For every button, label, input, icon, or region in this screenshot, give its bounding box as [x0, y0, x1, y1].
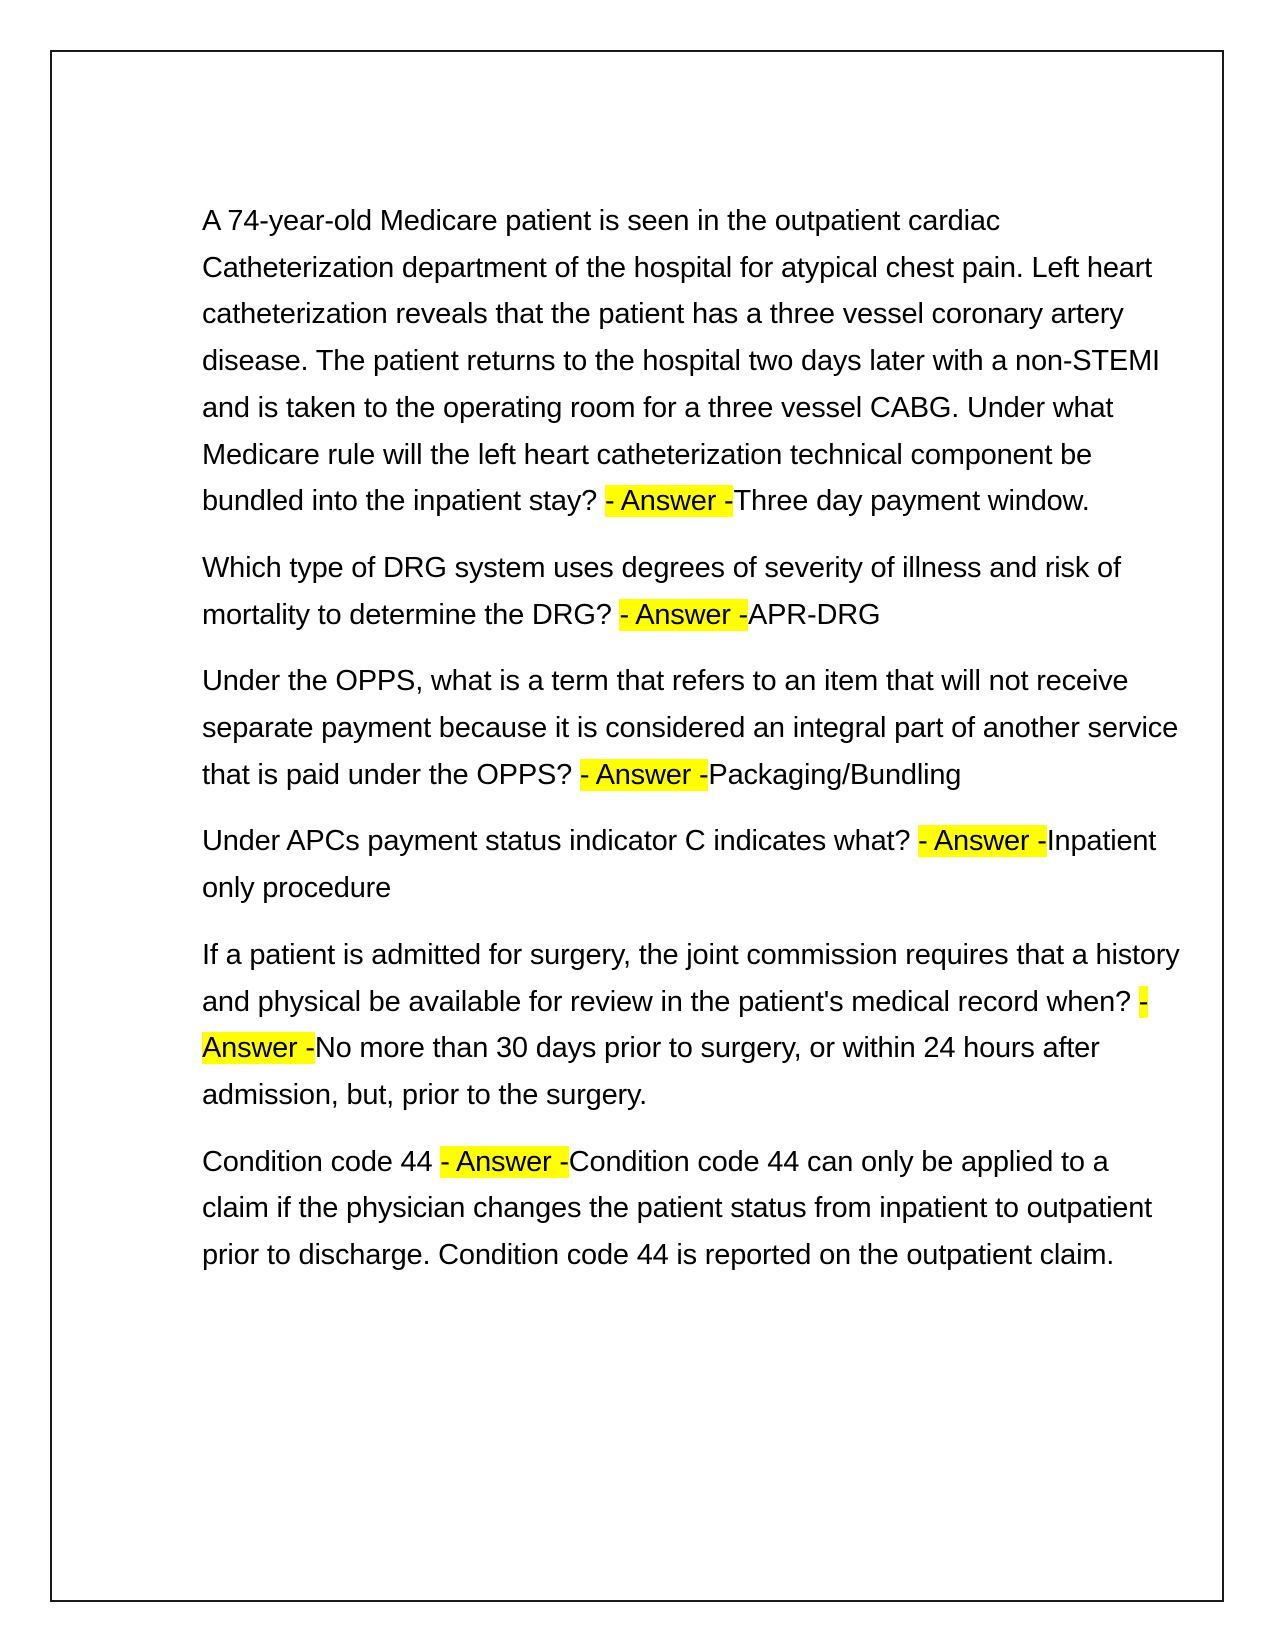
answer-text: No more than 30 days prior to surgery, or within 24 hours after admission, but, prior to the surgery.	[202, 1032, 1100, 1111]
question-text: Under the OPPS, what is a term that refers to an item that will not receive separate payment because it is considered an integral part of another service that is paid under the OPPS?	[202, 665, 1179, 791]
qa-item-4	[202, 818, 1182, 911]
answer-marker: - Answer -	[918, 825, 1047, 858]
qa-item-3	[202, 658, 1182, 798]
qa-item-1	[202, 198, 1182, 525]
question-text: A 74-year-old Medicare patient is seen in the outpatient cardiac Catheterization department of the hospital for atypical chest pain. Left heart catheterization reveals that the patient has a three vessel coronary artery disease. The patient returns to the hospital two days later with a non-STEMI and is taken to the operating room for a three vessel CABG. Under what Medicare rule will the left heart catheterization technical component be bundled into the inpatient stay?	[202, 205, 1160, 518]
answer-text: Condition code 44 can only be applied to a claim if the physician changes the patient status from inpatient to outpatient prior to discharge. Condition code 44 is reported on the outpatient claim.	[202, 1145, 1153, 1272]
answer-marker: - Answer -	[202, 985, 1149, 1065]
answer-marker: - Answer -	[619, 598, 749, 631]
answer-marker: - Answer -	[604, 485, 734, 518]
answer-text: APR-DRG	[748, 598, 881, 631]
question-text: Which type of DRG system uses degrees of severity of illness and risk of mortality to determine the DRG?	[202, 551, 1121, 631]
answer-text: Three day payment window.	[733, 485, 1090, 518]
question-text: Condition code 44	[202, 1145, 441, 1178]
answer-text: Packaging/Bundling	[708, 758, 962, 791]
answer-marker: - Answer -	[440, 1145, 569, 1178]
qa-item-6	[202, 1139, 1182, 1279]
qa-item-5	[202, 932, 1182, 1119]
question-text: If a patient is admitted for surgery, the joint commission requires that a history and physical be available for review in the patient's medical record when?	[202, 938, 1180, 1018]
answer-marker: - Answer -	[579, 758, 709, 791]
document-body	[202, 198, 1182, 1299]
question-text: Under APCs payment status indicator C indicates what?	[202, 825, 919, 858]
page-border	[50, 50, 1224, 1602]
qa-item-2	[202, 545, 1182, 638]
answer-text: Inpatient only procedure	[202, 825, 1157, 905]
